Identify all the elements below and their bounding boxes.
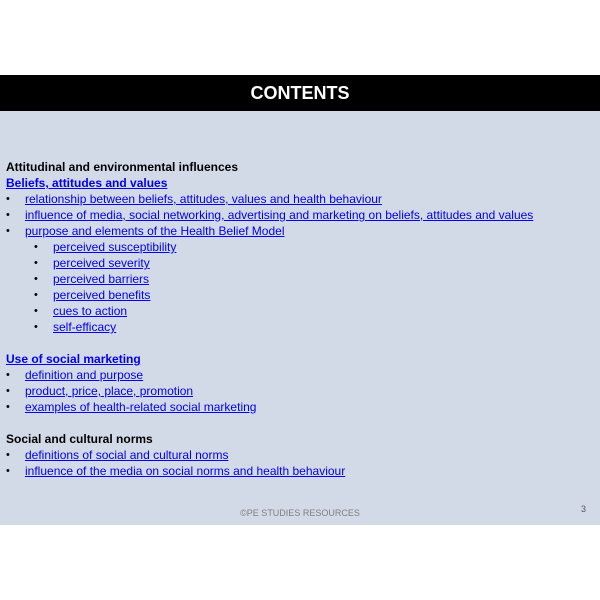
bullet-icon: •	[6, 465, 10, 477]
section-heading-attitudinal: Attitudinal and environmental influences	[6, 160, 239, 174]
list-item	[6, 463, 596, 479]
link-self-efficacy[interactable]: self-efficacy	[53, 320, 117, 334]
section-heading-social-cultural-norms: Social and cultural norms	[6, 432, 153, 446]
list-item	[6, 383, 596, 399]
link-health-belief-model[interactable]: purpose and elements of the Health Belief Model	[25, 224, 285, 238]
slide	[0, 75, 600, 525]
list-subitem	[6, 271, 596, 287]
link-influence-of-media[interactable]: influence of media, social networking, advertising and marketing on beliefs, attitudes and values	[25, 208, 534, 222]
list-item	[6, 191, 596, 207]
slide-title: CONTENTS	[250, 82, 350, 103]
link-relationship[interactable]: relationship between beliefs, attitudes, values and health behaviour	[25, 192, 382, 206]
link-examples-social-marketing[interactable]: examples of health-related social marketing	[25, 400, 257, 414]
list-subitem	[6, 255, 596, 271]
bullet-icon: •	[34, 321, 38, 333]
spacer	[6, 415, 596, 431]
list-item	[6, 207, 596, 223]
link-cues-to-action[interactable]: cues to action	[53, 304, 128, 318]
footer-copyright: ©PE STUDIES RESOURCES	[240, 508, 360, 518]
link-four-ps[interactable]: product, price, place, promotion	[25, 384, 194, 398]
link-definition-and-purpose[interactable]: definition and purpose	[25, 368, 144, 382]
link-beliefs-attitudes-values[interactable]: Beliefs, attitudes and values	[6, 176, 168, 190]
page-number: 3	[580, 504, 586, 514]
link-perceived-severity[interactable]: perceived severity	[53, 256, 150, 270]
bullet-icon: •	[6, 449, 10, 461]
bullet-icon: •	[6, 225, 10, 237]
list-item	[6, 447, 596, 463]
link-definitions-norms[interactable]: definitions of social and cultural norms	[25, 448, 229, 462]
list-subitem	[6, 239, 596, 255]
bullet-icon: •	[6, 369, 10, 381]
bullet-icon: •	[34, 241, 38, 253]
bullet-icon: •	[6, 209, 10, 221]
list-item	[6, 399, 596, 415]
link-perceived-benefits[interactable]: perceived benefits	[53, 288, 151, 302]
bullet-icon: •	[6, 193, 10, 205]
link-use-of-social-marketing[interactable]: Use of social marketing	[6, 352, 141, 366]
list-item	[6, 367, 596, 383]
spacer	[6, 335, 596, 351]
link-perceived-susceptibility[interactable]: perceived susceptibility	[53, 240, 177, 254]
list-item	[6, 223, 596, 239]
title-bar	[0, 75, 600, 111]
bullet-icon: •	[34, 305, 38, 317]
contents-list	[6, 159, 596, 479]
bullet-icon: •	[34, 289, 38, 301]
link-influence-media-norms[interactable]: influence of the media on social norms and health behaviour	[25, 464, 346, 478]
bullet-icon: •	[6, 401, 10, 413]
list-subitem	[6, 319, 596, 335]
bullet-icon: •	[34, 257, 38, 269]
bullet-icon: •	[6, 385, 10, 397]
list-subitem	[6, 287, 596, 303]
bullet-icon: •	[34, 273, 38, 285]
list-subitem	[6, 303, 596, 319]
link-perceived-barriers[interactable]: perceived barriers	[53, 272, 150, 286]
